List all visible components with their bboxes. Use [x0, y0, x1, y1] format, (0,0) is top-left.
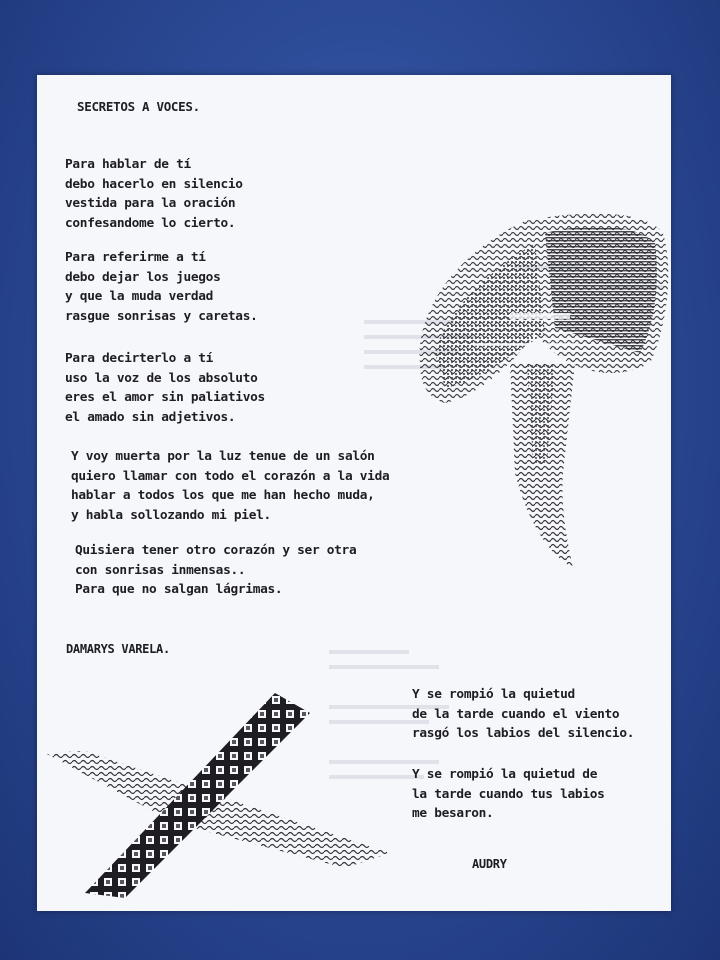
poem-line: Para hablar de tí: [65, 157, 191, 172]
poem-line: el amado sin adjetivos.: [65, 409, 236, 425]
poem-line: Y se rompió la quietud de: [412, 767, 598, 782]
scanned-page: [37, 75, 671, 911]
poem-line: Para decirterlo a tí: [65, 351, 214, 366]
stanza-3: [65, 349, 265, 427]
stanza-2-1: [412, 685, 634, 744]
poem-line: y habla sollozando mi piel.: [71, 507, 271, 523]
poem-line: vestida para la oración: [65, 196, 236, 211]
stanza-2: [65, 248, 258, 326]
poem-line: Y voy muerta por la luz tenue de un salón: [71, 449, 375, 464]
author-signature-2: AUDRY: [472, 857, 507, 871]
stanza-5: [75, 541, 356, 600]
poem-line: confesandome lo cierto.: [65, 215, 236, 231]
poem-line: con sonrisas inmensas..: [75, 562, 246, 578]
poem-line: Para referirme a tí: [65, 250, 206, 265]
poem-line: Y se rompió la quietud: [412, 687, 575, 702]
poem-line: de la tarde cuando el viento: [412, 706, 620, 722]
poem-line: y que la muda verdad: [65, 289, 214, 304]
poem-line: la tarde cuando tus labios: [412, 786, 605, 802]
poem-line: debo dejar los juegos: [65, 269, 221, 285]
stanza-4: [71, 447, 389, 525]
abstract-figure-illustration: [415, 213, 671, 573]
poem-line: me besaron.: [412, 806, 494, 821]
poem-line: quiero llamar con todo el corazón a la vida: [71, 468, 390, 484]
stanza-1: [65, 155, 243, 233]
poem-line: uso la voz de los absoluto: [65, 370, 258, 386]
cross-x-illustration: [45, 693, 390, 908]
poem-line: Para que no salgan lágrimas.: [75, 582, 283, 597]
poem-line: eres el amor sin paliativos: [65, 390, 265, 405]
author-signature: DAMARYS VARELA.: [66, 642, 170, 656]
poem-line: debo hacerlo en silencio: [65, 176, 243, 192]
poem-line: rasgó los labios del silencio.: [412, 726, 635, 741]
stanza-2-2: [412, 765, 605, 824]
poem-title: SECRETOS A VOCES.: [77, 99, 200, 114]
poem-line: Quisiera tener otro corazón y ser otra: [75, 543, 357, 558]
poem-line: hablar a todos los que me han hecho muda,: [71, 488, 375, 503]
poem-line: rasgue sonrisas y caretas.: [65, 308, 258, 324]
